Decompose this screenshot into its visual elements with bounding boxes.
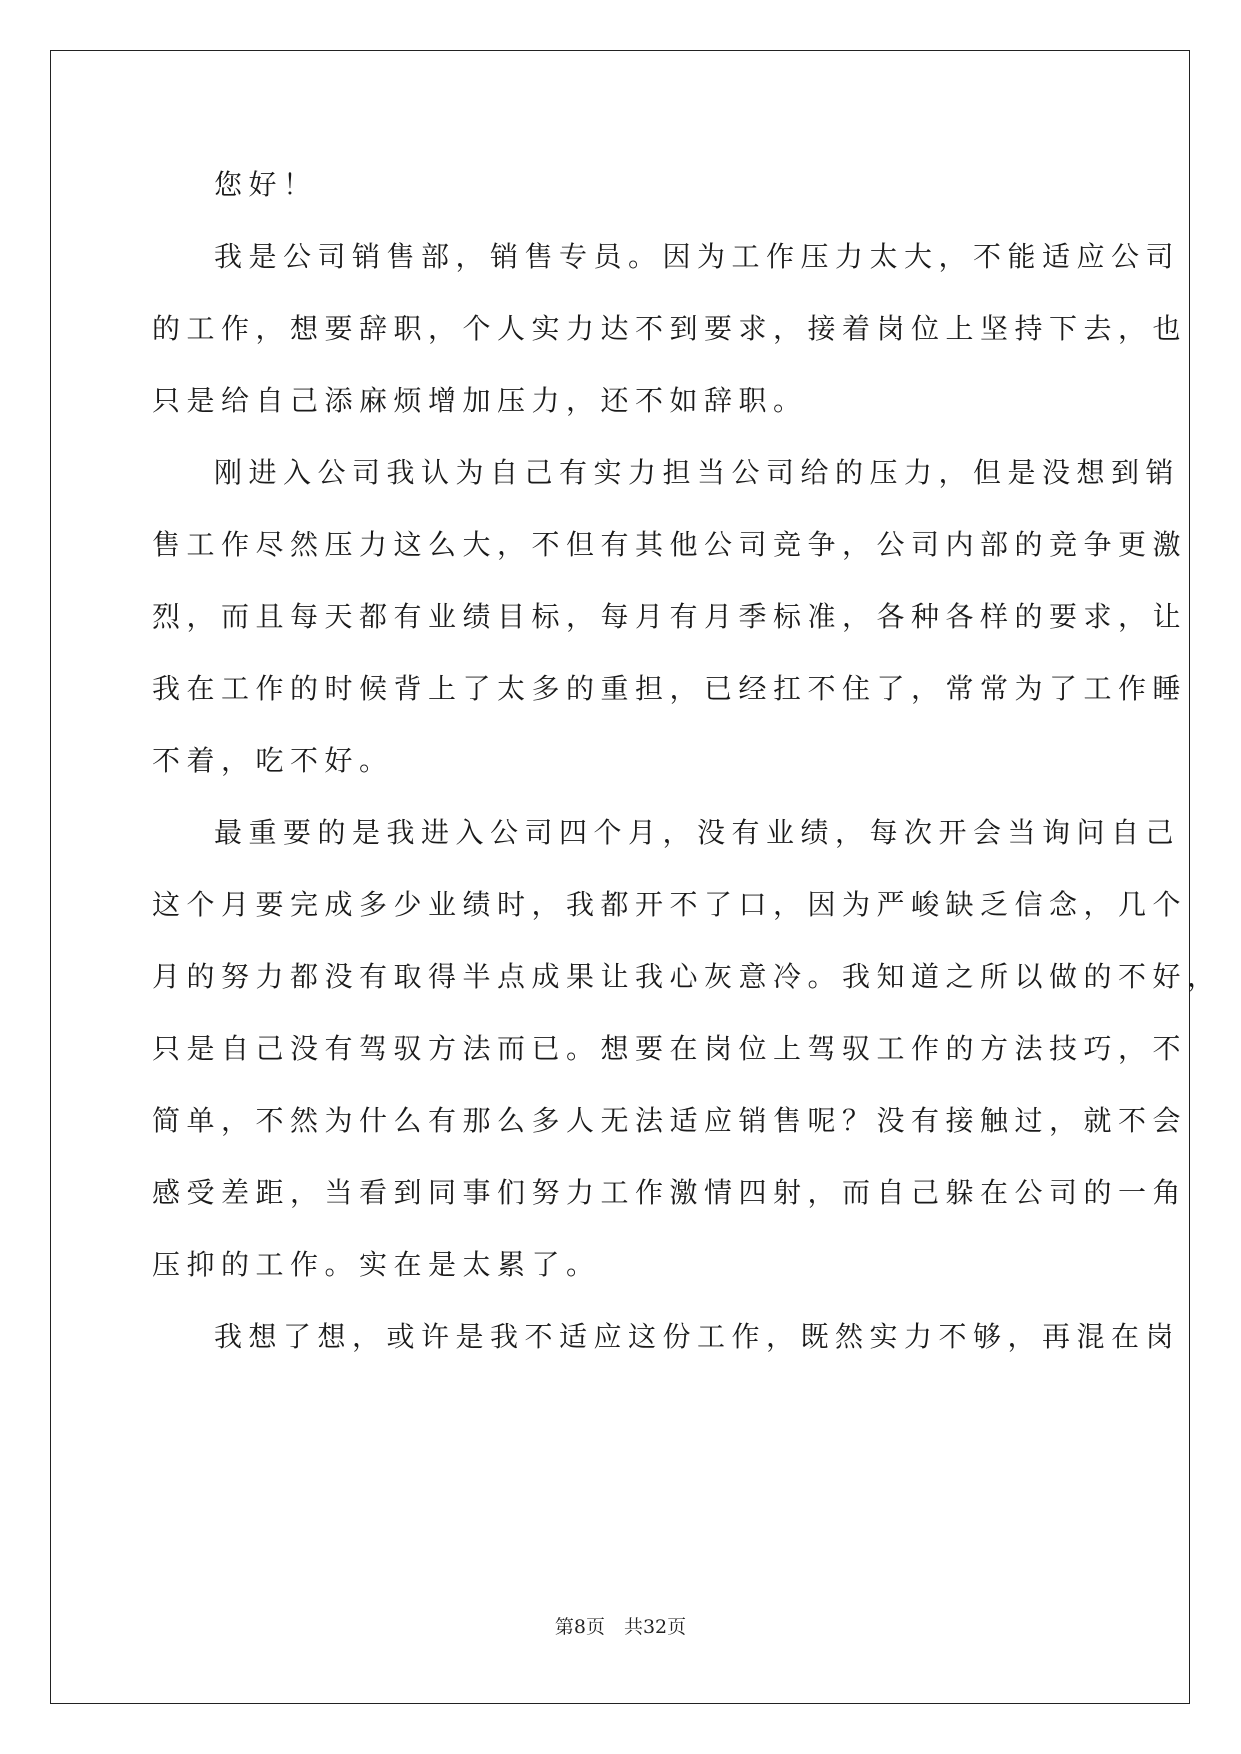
paragraph-line: 只是给自己添麻烦增加压力，还不如辞职。 [152, 384, 808, 417]
paragraph-line: 月的努力都没有取得半点成果让我心灰意冷。我知道之所以做的不好， [152, 960, 1222, 993]
paragraph-line: 我想了想，或许是我不适应这份工作，既然实力不够，再混在岗 [214, 1320, 1181, 1353]
page-border [50, 50, 1190, 1704]
paragraph-line: 的工作，想要辞职，个人实力达不到要求，接着岗位上坚持下去，也 [152, 312, 1188, 345]
paragraph-line: 售工作尽然压力这么大，不但有其他公司竞争，公司内部的竞争更激 [152, 528, 1188, 561]
paragraph-line: 不着，吃不好。 [152, 744, 394, 777]
paragraph-line: 烈，而且每天都有业绩目标，每月有月季标准，各种各样的要求，让 [152, 600, 1188, 633]
paragraph-line: 感受差距，当看到同事们努力工作激情四射，而自己躲在公司的一角 [152, 1176, 1188, 1209]
paragraph-line: 压抑的工作。实在是太累了。 [152, 1248, 601, 1281]
page-number-footer: 第8页 共32页 [554, 1616, 687, 1638]
paragraph-line: 最重要的是我进入公司四个月，没有业绩，每次开会当询问自己 [214, 816, 1181, 849]
paragraph-line: 刚进入公司我认为自己有实力担当公司给的压力，但是没想到销 [214, 456, 1181, 489]
paragraph-line: 这个月要完成多少业绩时，我都开不了口，因为严峻缺乏信念，几个 [152, 888, 1188, 921]
greeting-line: 您好！ [214, 168, 318, 201]
paragraph-line: 只是自己没有驾驭方法而已。想要在岗位上驾驭工作的方法技巧，不 [152, 1032, 1188, 1065]
paragraph-line: 我在工作的时候背上了太多的重担，已经扛不住了，常常为了工作睡 [152, 672, 1188, 705]
paragraph-line: 我是公司销售部，销售专员。因为工作压力太大，不能适应公司 [214, 240, 1181, 273]
paragraph-line: 简单，不然为什么有那么多人无法适应销售呢？没有接触过，就不会 [152, 1104, 1188, 1137]
